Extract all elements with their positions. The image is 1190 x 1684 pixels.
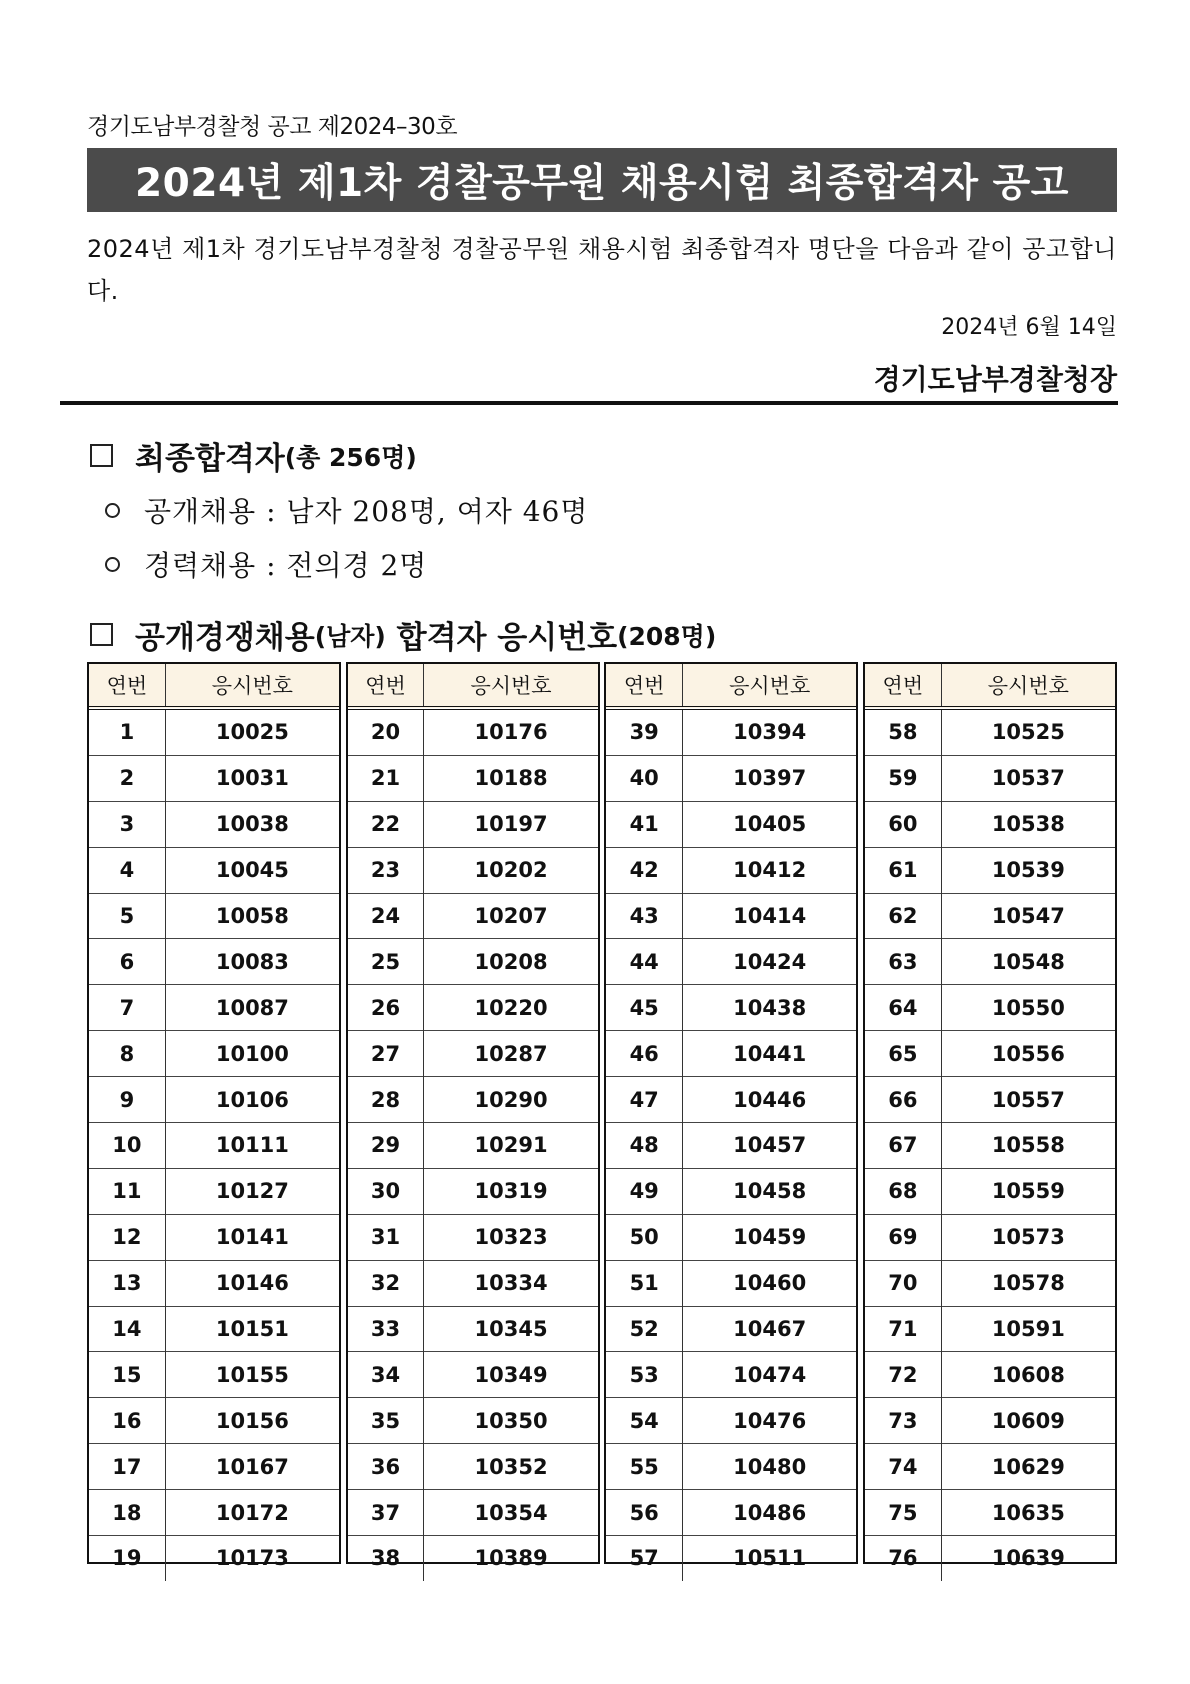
table-row xyxy=(606,1306,856,1352)
exam-number-cell: 10460 xyxy=(683,1260,857,1306)
exam-number-cell: 10558 xyxy=(941,1123,1115,1169)
seq-cell: 38 xyxy=(348,1536,424,1581)
seq-cell: 53 xyxy=(606,1352,682,1398)
seq-cell: 17 xyxy=(89,1444,165,1490)
table-row xyxy=(606,1168,856,1214)
list-item xyxy=(105,544,427,584)
circle-bullet-icon xyxy=(105,503,120,518)
exam-number-cell: 10405 xyxy=(683,801,857,847)
seq-cell: 12 xyxy=(89,1214,165,1260)
seq-cell: 15 xyxy=(89,1352,165,1398)
table-row xyxy=(348,1123,598,1169)
section-open-recruitment-heading xyxy=(90,612,716,657)
table-row xyxy=(606,1123,856,1169)
exam-number-cell: 10394 xyxy=(683,708,857,755)
exam-number-cell: 10172 xyxy=(165,1490,339,1536)
seq-cell: 19 xyxy=(89,1536,165,1581)
table-row xyxy=(348,939,598,985)
table-row xyxy=(606,1490,856,1536)
exam-number-cell: 10550 xyxy=(941,985,1115,1031)
exam-number-cell: 10323 xyxy=(424,1214,598,1260)
list-item xyxy=(105,490,588,530)
exam-number-cell: 10559 xyxy=(941,1168,1115,1214)
seq-cell: 61 xyxy=(865,847,941,893)
seq-cell: 42 xyxy=(606,847,682,893)
table-row xyxy=(89,1260,339,1306)
table-row xyxy=(348,985,598,1031)
seq-cell: 64 xyxy=(865,985,941,1031)
seq-cell: 58 xyxy=(888,720,918,745)
table-row xyxy=(348,708,598,755)
table-row xyxy=(865,1168,1115,1214)
exam-number-cell: 10573 xyxy=(941,1214,1115,1260)
seq-cell: 6 xyxy=(89,939,165,985)
seq-cell: 70 xyxy=(865,1260,941,1306)
exam-number-cell: 10412 xyxy=(683,847,857,893)
table-block xyxy=(604,662,858,1571)
table-row xyxy=(89,893,339,939)
table-block xyxy=(87,662,341,1571)
table-row xyxy=(606,1398,856,1444)
table-header-row xyxy=(865,664,1115,708)
section-title: 공개경쟁채용 xyxy=(135,620,315,656)
table-row xyxy=(348,1031,598,1077)
table-row xyxy=(89,755,339,801)
exam-number-cell: 10441 xyxy=(683,1031,857,1077)
seq-cell: 35 xyxy=(348,1398,424,1444)
table-row xyxy=(865,1214,1115,1260)
seq-cell: 34 xyxy=(348,1352,424,1398)
seq-cell: 40 xyxy=(606,755,682,801)
exam-number-cell: 10354 xyxy=(424,1490,598,1536)
exam-number-cell: 10167 xyxy=(165,1444,339,1490)
exam-number-cell: 10188 xyxy=(424,755,598,801)
seq-cell: 72 xyxy=(865,1352,941,1398)
column-header-exam-number: 응시번호 xyxy=(683,664,857,708)
divider xyxy=(60,401,1118,405)
table-row xyxy=(865,1444,1115,1490)
table-row xyxy=(89,1214,339,1260)
table-header-row xyxy=(606,664,856,708)
table-row xyxy=(89,708,339,755)
table-row xyxy=(348,893,598,939)
seq-cell: 56 xyxy=(606,1490,682,1536)
exam-number-cell: 10127 xyxy=(165,1168,339,1214)
seq-cell: 7 xyxy=(89,985,165,1031)
column-header-exam-number: 응시번호 xyxy=(424,664,598,708)
exam-number-cell: 10629 xyxy=(941,1444,1115,1490)
passers-table xyxy=(87,662,1117,1571)
column-header-seq: 연번 xyxy=(865,664,941,708)
table-row xyxy=(865,1536,1115,1581)
table-row xyxy=(348,1306,598,1352)
seq-cell: 16 xyxy=(89,1398,165,1444)
table-row xyxy=(89,939,339,985)
exam-number-cell: 10111 xyxy=(165,1123,339,1169)
seq-cell: 63 xyxy=(865,939,941,985)
table-row xyxy=(865,1260,1115,1306)
exam-number-cell: 10591 xyxy=(941,1306,1115,1352)
seq-cell: 54 xyxy=(606,1398,682,1444)
seq-cell: 18 xyxy=(89,1490,165,1536)
seq-cell: 36 xyxy=(348,1444,424,1490)
table-row xyxy=(348,1398,598,1444)
section-final-passers-heading xyxy=(90,433,417,478)
seq-cell: 4 xyxy=(89,847,165,893)
exam-number-cell: 10525 xyxy=(941,708,1115,755)
exam-number-cell: 10156 xyxy=(165,1398,339,1444)
seq-cell: 39 xyxy=(629,720,659,745)
exam-number-cell: 10155 xyxy=(165,1352,339,1398)
exam-number-cell: 10609 xyxy=(941,1398,1115,1444)
table-block xyxy=(863,662,1117,1571)
seq-cell: 2 xyxy=(89,755,165,801)
table-row xyxy=(348,1490,598,1536)
table-row xyxy=(348,1214,598,1260)
seq-cell: 50 xyxy=(606,1214,682,1260)
exam-number-cell: 10058 xyxy=(165,893,339,939)
table xyxy=(89,664,339,1581)
seq-cell: 65 xyxy=(865,1031,941,1077)
table-row xyxy=(606,1444,856,1490)
seq-cell: 44 xyxy=(606,939,682,985)
table-row xyxy=(606,1536,856,1581)
table-row xyxy=(865,708,1115,755)
table-row xyxy=(606,939,856,985)
seq-cell: 62 xyxy=(865,893,941,939)
seq-cell: 9 xyxy=(89,1077,165,1123)
table-row xyxy=(606,1260,856,1306)
seq-cell: 32 xyxy=(348,1260,424,1306)
seq-cell: 27 xyxy=(348,1031,424,1077)
seq-cell: 1 xyxy=(119,720,135,745)
seq-cell: 28 xyxy=(348,1077,424,1123)
exam-number-cell: 10031 xyxy=(165,755,339,801)
seq-cell: 25 xyxy=(348,939,424,985)
exam-number-cell: 10352 xyxy=(424,1444,598,1490)
seq-cell: 33 xyxy=(348,1306,424,1352)
intro-paragraph: 2024년 제1차 경기도남부경찰청 경찰공무원 채용시험 최종합격자 명단을 다음과 같이 공고합니다. xyxy=(87,235,1117,305)
exam-number-cell: 10438 xyxy=(683,985,857,1031)
seq-cell: 5 xyxy=(89,893,165,939)
table-row xyxy=(606,1077,856,1123)
exam-number-cell: 10548 xyxy=(941,939,1115,985)
seq-cell: 13 xyxy=(89,1260,165,1306)
seq-cell: 74 xyxy=(865,1444,941,1490)
seq-cell: 21 xyxy=(348,755,424,801)
list-item-text: 경력채용 : 전의경 2명 xyxy=(144,549,428,582)
table-row xyxy=(348,1352,598,1398)
table-row xyxy=(348,755,598,801)
table-row xyxy=(348,1444,598,1490)
exam-number-cell: 10538 xyxy=(941,801,1115,847)
issuer-name: 경기도남부경찰청장 xyxy=(873,363,1117,396)
seq-cell: 49 xyxy=(606,1168,682,1214)
exam-number-cell: 10106 xyxy=(165,1077,339,1123)
table-row xyxy=(606,708,856,755)
exam-number-cell: 10608 xyxy=(941,1352,1115,1398)
column-header-exam-number: 응시번호 xyxy=(941,664,1115,708)
exam-number-cell: 10290 xyxy=(424,1077,598,1123)
table xyxy=(348,664,598,1581)
seq-cell: 29 xyxy=(348,1123,424,1169)
seq-cell: 76 xyxy=(865,1536,941,1581)
seq-cell: 45 xyxy=(606,985,682,1031)
table-row xyxy=(865,939,1115,985)
table-row xyxy=(606,1031,856,1077)
seq-cell: 11 xyxy=(89,1168,165,1214)
table-row xyxy=(89,1352,339,1398)
exam-number-cell: 10025 xyxy=(165,708,339,755)
seq-cell: 3 xyxy=(89,801,165,847)
seq-cell: 51 xyxy=(606,1260,682,1306)
exam-number-cell: 10100 xyxy=(165,1031,339,1077)
table-row xyxy=(865,1352,1115,1398)
table-row xyxy=(865,755,1115,801)
seq-cell: 37 xyxy=(348,1490,424,1536)
section-note: (208명) xyxy=(617,621,717,651)
section-note: (총 256명) xyxy=(284,442,417,472)
exam-number-cell: 10202 xyxy=(424,847,598,893)
exam-number-cell: 10083 xyxy=(165,939,339,985)
seq-cell: 46 xyxy=(606,1031,682,1077)
seq-cell: 68 xyxy=(865,1168,941,1214)
seq-cell: 22 xyxy=(348,801,424,847)
table-row xyxy=(89,1123,339,1169)
column-header-exam-number: 응시번호 xyxy=(165,664,339,708)
table-row xyxy=(89,801,339,847)
seq-cell: 47 xyxy=(606,1077,682,1123)
exam-number-cell: 10334 xyxy=(424,1260,598,1306)
table-row xyxy=(348,1260,598,1306)
table-row xyxy=(865,1123,1115,1169)
table-row xyxy=(865,893,1115,939)
table-row xyxy=(348,847,598,893)
exam-number-cell: 10176 xyxy=(424,708,598,755)
table-block xyxy=(346,662,600,1571)
table-row xyxy=(865,1398,1115,1444)
exam-number-cell: 10476 xyxy=(683,1398,857,1444)
exam-number-cell: 10345 xyxy=(424,1306,598,1352)
table-row xyxy=(606,847,856,893)
exam-number-cell: 10511 xyxy=(683,1536,857,1581)
exam-number-cell: 10578 xyxy=(941,1260,1115,1306)
table-row xyxy=(865,985,1115,1031)
exam-number-cell: 10287 xyxy=(424,1031,598,1077)
table-row xyxy=(89,1306,339,1352)
table-row xyxy=(89,1398,339,1444)
table-row xyxy=(348,1168,598,1214)
table-row xyxy=(89,1077,339,1123)
exam-number-cell: 10537 xyxy=(941,755,1115,801)
seq-cell: 55 xyxy=(606,1444,682,1490)
exam-number-cell: 10045 xyxy=(165,847,339,893)
table-row xyxy=(865,1490,1115,1536)
exam-number-cell: 10457 xyxy=(683,1123,857,1169)
seq-cell: 24 xyxy=(348,893,424,939)
seq-cell: 43 xyxy=(606,893,682,939)
seq-cell: 31 xyxy=(348,1214,424,1260)
table-row xyxy=(606,893,856,939)
table-row xyxy=(348,1536,598,1581)
table-row xyxy=(89,985,339,1031)
list-item-text: 공개채용 : 남자 208명, 여자 46명 xyxy=(144,495,589,528)
table-row xyxy=(89,1536,339,1581)
table-row xyxy=(89,1444,339,1490)
exam-number-cell: 10319 xyxy=(424,1168,598,1214)
table-row xyxy=(89,1168,339,1214)
exam-number-cell: 10486 xyxy=(683,1490,857,1536)
column-header-seq: 연번 xyxy=(606,664,682,708)
exam-number-cell: 10389 xyxy=(424,1536,598,1581)
seq-cell: 20 xyxy=(370,720,401,745)
table-row xyxy=(865,847,1115,893)
seq-cell: 23 xyxy=(348,847,424,893)
exam-number-cell: 10639 xyxy=(941,1536,1115,1581)
table-header-row xyxy=(348,664,598,708)
page-title: 2024년 제1차 경찰공무원 채용시험 최종합격자 공고 xyxy=(87,148,1117,212)
exam-number-cell: 10459 xyxy=(683,1214,857,1260)
table-row xyxy=(606,1352,856,1398)
square-bullet-icon xyxy=(90,623,113,646)
seq-cell: 52 xyxy=(606,1306,682,1352)
table-row xyxy=(865,1031,1115,1077)
seq-cell: 71 xyxy=(865,1306,941,1352)
exam-number-cell: 10291 xyxy=(424,1123,598,1169)
table-row xyxy=(89,847,339,893)
table-row xyxy=(606,985,856,1031)
exam-number-cell: 10141 xyxy=(165,1214,339,1260)
notice-number: 경기도남부경찰청 공고 제2024–30호 xyxy=(87,114,458,140)
exam-number-cell: 10547 xyxy=(941,893,1115,939)
exam-number-cell: 10557 xyxy=(941,1077,1115,1123)
table-row xyxy=(348,801,598,847)
square-bullet-icon xyxy=(90,444,113,467)
exam-number-cell: 10208 xyxy=(424,939,598,985)
seq-cell: 69 xyxy=(865,1214,941,1260)
exam-number-cell: 10350 xyxy=(424,1398,598,1444)
exam-number-cell: 10146 xyxy=(165,1260,339,1306)
exam-number-cell: 10474 xyxy=(683,1352,857,1398)
exam-number-cell: 10173 xyxy=(165,1536,339,1581)
table-row xyxy=(89,1031,339,1077)
exam-number-cell: 10349 xyxy=(424,1352,598,1398)
seq-cell: 59 xyxy=(865,755,941,801)
exam-number-cell: 10151 xyxy=(165,1306,339,1352)
exam-number-cell: 10635 xyxy=(941,1490,1115,1536)
column-header-seq: 연번 xyxy=(348,664,424,708)
table-row xyxy=(89,1490,339,1536)
seq-cell: 8 xyxy=(89,1031,165,1077)
seq-cell: 26 xyxy=(348,985,424,1031)
column-header-seq: 연번 xyxy=(89,664,165,708)
exam-number-cell: 10458 xyxy=(683,1168,857,1214)
seq-cell: 41 xyxy=(606,801,682,847)
table-header-row xyxy=(89,664,339,708)
exam-number-cell: 10197 xyxy=(424,801,598,847)
exam-number-cell: 10539 xyxy=(941,847,1115,893)
table-row xyxy=(865,1077,1115,1123)
seq-cell: 73 xyxy=(865,1398,941,1444)
exam-number-cell: 10556 xyxy=(941,1031,1115,1077)
seq-cell: 10 xyxy=(89,1123,165,1169)
circle-bullet-icon xyxy=(105,557,120,572)
seq-cell: 14 xyxy=(89,1306,165,1352)
table-row xyxy=(348,1077,598,1123)
seq-cell: 75 xyxy=(865,1490,941,1536)
exam-number-cell: 10038 xyxy=(165,801,339,847)
notice-date: 2024년 6월 14일 xyxy=(941,315,1117,340)
section-title-rest: 합격자 응시번호 xyxy=(385,620,618,656)
section-title: 최종합격자 xyxy=(135,441,285,477)
exam-number-cell: 10397 xyxy=(683,755,857,801)
table-row xyxy=(865,1306,1115,1352)
exam-number-cell: 10480 xyxy=(683,1444,857,1490)
exam-number-cell: 10414 xyxy=(683,893,857,939)
exam-number-cell: 10087 xyxy=(165,985,339,1031)
seq-cell: 48 xyxy=(606,1123,682,1169)
exam-number-cell: 10207 xyxy=(424,893,598,939)
seq-cell: 67 xyxy=(865,1123,941,1169)
seq-cell: 57 xyxy=(606,1536,682,1581)
table-row xyxy=(865,801,1115,847)
section-note: (남자) xyxy=(314,621,386,651)
table-row xyxy=(606,1214,856,1260)
seq-cell: 30 xyxy=(348,1168,424,1214)
exam-number-cell: 10467 xyxy=(683,1306,857,1352)
table xyxy=(606,664,856,1581)
table-row xyxy=(606,801,856,847)
exam-number-cell: 10446 xyxy=(683,1077,857,1123)
table xyxy=(865,664,1115,1581)
exam-number-cell: 10424 xyxy=(683,939,857,985)
exam-number-cell: 10220 xyxy=(424,985,598,1031)
table-row xyxy=(606,755,856,801)
seq-cell: 60 xyxy=(865,801,941,847)
seq-cell: 66 xyxy=(865,1077,941,1123)
